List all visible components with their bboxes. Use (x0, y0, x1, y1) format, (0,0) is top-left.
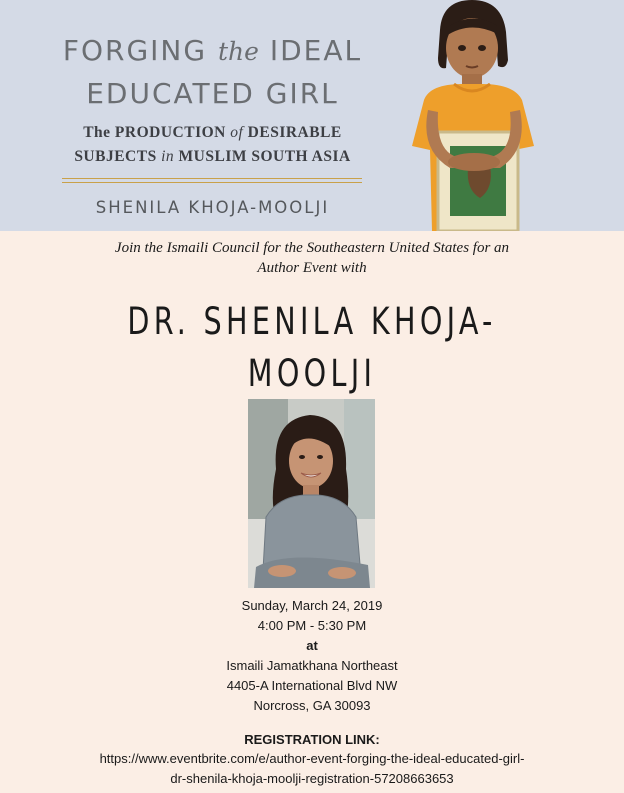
subtitle-text: of (230, 124, 244, 141)
book-cover-banner (0, 0, 624, 231)
book-title-line2: EDUCATED GIRL (86, 77, 339, 110)
book-subtitle-line2 (40, 145, 385, 169)
registration-link[interactable] (74, 749, 550, 789)
book-author: SHENILA KHOJA-MOOLJI (95, 198, 330, 217)
subtitle-text: The PRODUCTION (83, 124, 226, 141)
registration-label: REGISTRATION LINK: (244, 732, 380, 747)
event-address-line1: 4405-A International Blvd NW (226, 678, 398, 693)
event-details (112, 596, 512, 716)
book-subtitle (40, 121, 385, 169)
invite-line: Author Event with (257, 260, 367, 276)
invite-text (70, 238, 554, 278)
subtitle-text: in (161, 148, 175, 165)
subtitle-text: MUSLIM SOUTH ASIA (178, 148, 351, 165)
book-title (40, 30, 385, 115)
speaker-name-line: DR. SHENILA KHOJA- (127, 300, 497, 343)
book-subtitle-line1 (40, 121, 385, 145)
speaker-name (104, 296, 520, 400)
book-title-word: FORGING (62, 34, 208, 67)
book-title-word: the (217, 37, 259, 66)
book-title-line1 (40, 30, 385, 73)
book-title-word: IDEAL (269, 34, 363, 67)
event-time: 4:00 PM - 5:30 PM (257, 618, 367, 633)
event-at: at (306, 638, 318, 653)
book-divider (62, 178, 362, 183)
event-date: Sunday, March 24, 2019 (241, 598, 383, 613)
registration-url-line[interactable]: https://www.eventbrite.com/e/author-event-forging-the-ideal-educated-girl- (99, 751, 525, 766)
invite-line: Join the Ismaili Council for the Southeastern United States for an (114, 240, 510, 256)
event-address-line2: Norcross, GA 30093 (253, 698, 371, 713)
speaker-name-line: MOOLJI (247, 352, 377, 395)
speaker-photo (248, 399, 375, 588)
event-venue: Ismaili Jamatkhana Northeast (226, 658, 398, 673)
subtitle-text: DESIRABLE (247, 124, 342, 141)
registration-url-line[interactable]: dr-shenila-khoja-moolji-registration-57208663653 (170, 771, 454, 786)
subtitle-text: SUBJECTS (74, 148, 157, 165)
cover-illustration-girl (410, 0, 590, 231)
